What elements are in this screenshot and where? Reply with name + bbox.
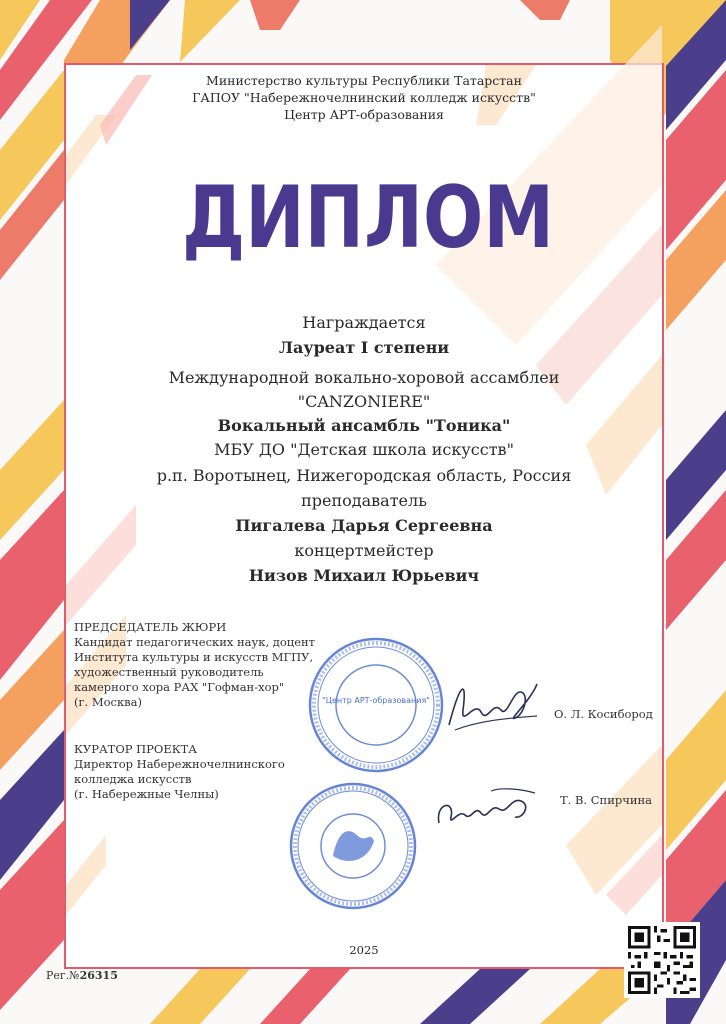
school-name: МБУ ДО "Детская школа искусств" bbox=[214, 440, 514, 459]
qr-code-icon bbox=[624, 922, 700, 998]
diploma-frame bbox=[64, 63, 664, 969]
awarded-label: Награждается bbox=[302, 313, 426, 332]
jury-signature-name: О. Л. Косибород bbox=[554, 707, 653, 721]
event-line-2: "CANZONIERE" bbox=[297, 392, 431, 411]
header-line-3: Центр АРТ-образования bbox=[284, 107, 444, 122]
stamp-text: "Центр АРТ-образования" bbox=[322, 696, 430, 705]
curator-block bbox=[74, 742, 285, 802]
jury-desc-3: художественный руководитель bbox=[74, 665, 264, 679]
teacher-role: преподаватель bbox=[301, 491, 427, 510]
curator-signature-name: Т. В. Спирчина bbox=[560, 793, 653, 807]
jury-block bbox=[74, 620, 315, 710]
accompanist-name: Низов Михаил Юрьевич bbox=[248, 566, 480, 585]
jury-desc-4: камерного хора РАХ "Гофман-хор" bbox=[74, 680, 285, 694]
curator-desc-2: колледжа искусств bbox=[74, 772, 192, 786]
header-line-1: Министерство культуры Республики Татарстан bbox=[206, 73, 522, 88]
jury-desc-1: Кандидат педагогических наук, доцент bbox=[74, 635, 316, 649]
teacher-name: Пигалева Дарья Сергеевна bbox=[235, 516, 493, 535]
qr-code-graphic bbox=[628, 926, 696, 994]
event-line-1: Международной вокально-хоровой ассамблеи bbox=[168, 368, 560, 387]
ensemble-name: Вокальный ансамбль "Тоника" bbox=[217, 416, 511, 435]
curator-title: КУРАТОР ПРОЕКТА bbox=[74, 742, 198, 756]
diploma-title bbox=[178, 168, 558, 268]
year: 2025 bbox=[349, 943, 379, 957]
stamp-icon bbox=[288, 781, 418, 911]
jury-desc-5: (г. Москва) bbox=[74, 695, 142, 709]
signature-icon bbox=[431, 783, 541, 843]
jury-title: ПРЕДСЕДАТЕЛЬ ЖЮРИ bbox=[74, 620, 227, 634]
curator-desc-1: Директор Набережночелнинского bbox=[74, 757, 285, 771]
accompanist-role: концертмейстер bbox=[294, 541, 434, 560]
header-line-2: ГАПОУ "Набережночелнинский колледж искусств" bbox=[192, 90, 536, 105]
signature-icon bbox=[441, 670, 541, 740]
location-text: р.п. Воротынец, Нижегородская область, Россия bbox=[156, 466, 572, 485]
degree-title: Лауреат I степени bbox=[278, 338, 450, 357]
jury-desc-2: Института культуры и искусств МГПУ, bbox=[74, 650, 314, 664]
curator-desc-3: (г. Набережные Челны) bbox=[74, 787, 219, 801]
reg-number: 26315 bbox=[79, 969, 118, 982]
reg-prefix: Рег.№ bbox=[46, 969, 80, 982]
registration-number bbox=[46, 969, 118, 982]
stamp-icon bbox=[306, 635, 446, 775]
title-text: ДИПЛОМ bbox=[182, 168, 554, 268]
